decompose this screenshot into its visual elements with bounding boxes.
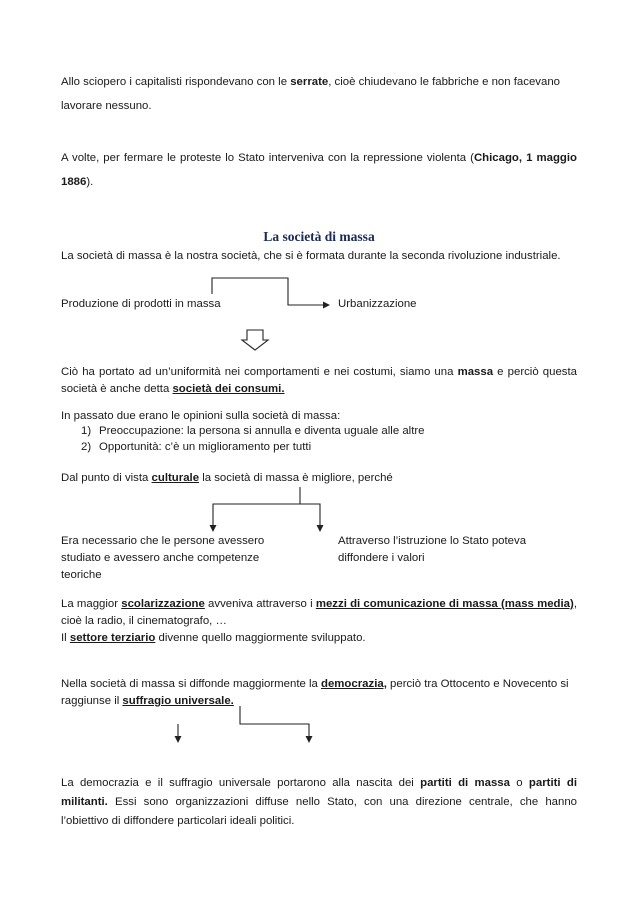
hollow-down-arrow-icon [242, 330, 268, 350]
section-title: La società di massa [263, 229, 375, 244]
branch-arrows [210, 487, 324, 532]
branch-left-text: Era necessario che le persone avessero studiato e avessero anche competenze teoriche [61, 535, 265, 581]
list-item: 1) Preoccupazione: la persona si annulla e diventa uguale alle altre [81, 425, 425, 437]
paragraph-repressione: A volte, per fermare le proteste lo Stato interveniva con la repressione violenta (Chicago, 1 maggio 1886). [61, 152, 577, 188]
paragraph-culturale: Dal punto di vista culturale la società di massa è migliore, perché [61, 472, 393, 484]
paragraph-scolarizzazione: La maggior scolarizzazione avveniva attraverso i mezzi di comunicazione di massa (mass media), cioè la radio, il cinematografo, … Il settore terziario divenne quello maggiormente sviluppato. [61, 598, 577, 644]
intro-paragraph: La società di massa è la nostra società, che si è formata durante la seconda rivoluzione industriale. [61, 250, 561, 262]
paragraph-consumi: Ciò ha portato ad un’uniformità nei comportamenti e nei costumi, siamo una massa e perciò questa società è anche detta società dei consumi. [61, 366, 578, 395]
connector-arrow [212, 278, 330, 309]
paragraph-serrate: Allo sciopero i capitalisti rispondevano con le serrate, cioè chiudevano le fabbriche e non facevano lavorare nessuno. [61, 76, 560, 112]
diagram-right-label: Urbanizzazione [338, 298, 417, 310]
list-item: 2) Opportunità: c’è un miglioramento per tutti [81, 441, 312, 453]
diagram-left-label: Produzione di prodotti in massa [61, 298, 221, 310]
suffragio-arrows [175, 706, 313, 743]
opinions-intro: In passato due erano le opinioni sulla società di massa: [61, 410, 341, 422]
paragraph-partiti: La democrazia e il suffragio universale portarono alla nascita dei partiti di massa o partiti di militanti. Essi sono organizzazioni diffuse nello Stato, con una direzione centrale, che hanno l’obiettivo di diffondere particolari ideali politici. [61, 777, 577, 827]
paragraph-democrazia: Nella società di massa si diffonde maggiormente la democrazia, perciò tra Ottocento e Novecento si raggiunse il suffragio universale. [61, 678, 569, 707]
branch-right-text: Attraverso l’istruzione lo Stato poteva diffondere i valori [338, 535, 527, 564]
